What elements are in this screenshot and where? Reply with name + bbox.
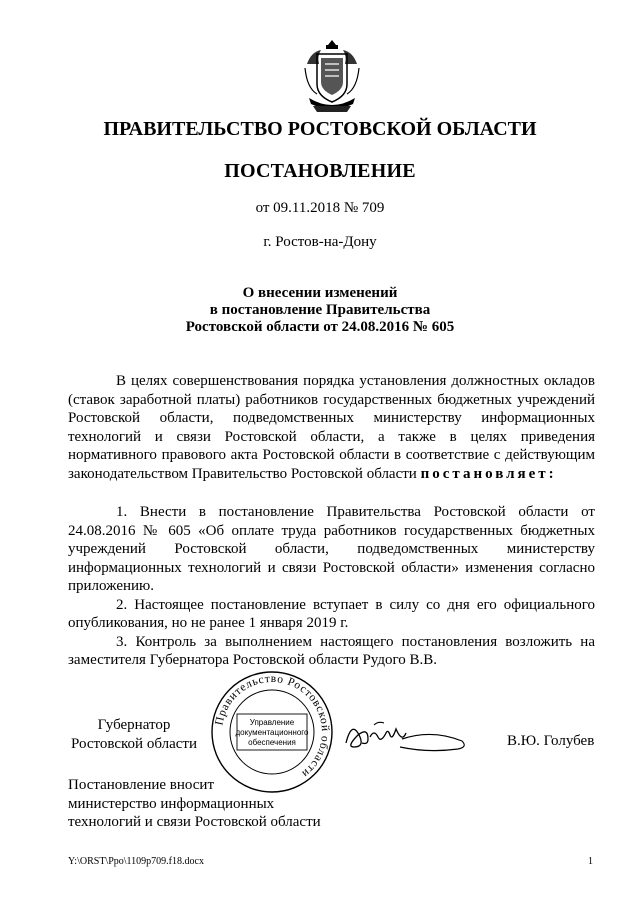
subject-line: в постановление Правительства [209,302,431,318]
submitted-by-note [68,776,321,832]
stamp-center-text: обеспечения [248,738,296,747]
handwritten-signature [340,715,470,755]
preamble [68,372,595,483]
subject-line: О внесении изменений [242,285,398,301]
signatory-title [68,716,200,753]
signatory-title-line: Губернатор [97,717,171,733]
signatory-title-line: Ростовской области [71,735,197,752]
document-city: г. Ростов-на-Дону [263,234,377,250]
rostov-oblast-coat-of-arms-icon [299,34,365,116]
decree-item: 3. Контроль за выполнением настоящего постановления возложить на заместителя Губернатора Ростовской области Рудого В.В. [68,633,595,668]
preamble-text: В целях совершенствования порядка установления должностных окладов (ставок заработной платы) работников государственных бюджетных учреждений Ростовской области, подведомственных министерству информационных технологий и связи Ростовской области, а также в целях приведения нормативного правового акта Ростовской области в соответствие с действующим законодательством Правительство Ростовской области [68,373,595,482]
decree-item: 2. Настоящее постановление вступает в силу со дня его официального опубликования, но не ранее 1 января 2019 г. [68,596,595,631]
stamp-ring-text: Правительство Ростовской области [213,672,332,780]
stamp-center-text: документационного [235,728,309,737]
document-date-number: от 09.11.2018 № 709 [255,200,385,216]
file-path: Y:\ORST\Ppo\1109p709.f18.docx [68,856,204,867]
stamp-center-text: Управление [249,718,295,727]
note-line: министерство информационных [68,795,275,812]
note-line: Постановление вносит [68,777,215,793]
signatory-name: В.Ю. Голубев [507,733,595,749]
decree-items [68,503,595,670]
document-type: ПОСТАНОВЛЕНИЕ [224,160,416,182]
page-number: 1 [588,856,593,867]
document-subject [0,285,640,336]
organization-name: ПРАВИТЕЛЬСТВО РОСТОВСКОЙ ОБЛАСТИ [103,118,537,140]
decree-item: 1. Внести в постановление Правительства Ростовской области от 24.08.2016 № 605 «Об оплате труда работников государственных бюджетных учреждений Ростовской области, подведомственных министерству информационных технологий и связи Ростовской области» изменения согласно приложению. [68,504,595,594]
note-line: технологий и связи Ростовской области [68,814,321,830]
preamble-paragraph [68,372,595,483]
decree-word: постановляет: [420,465,557,482]
subject-line: Ростовской области от 24.08.2016 № 605 [185,319,455,335]
